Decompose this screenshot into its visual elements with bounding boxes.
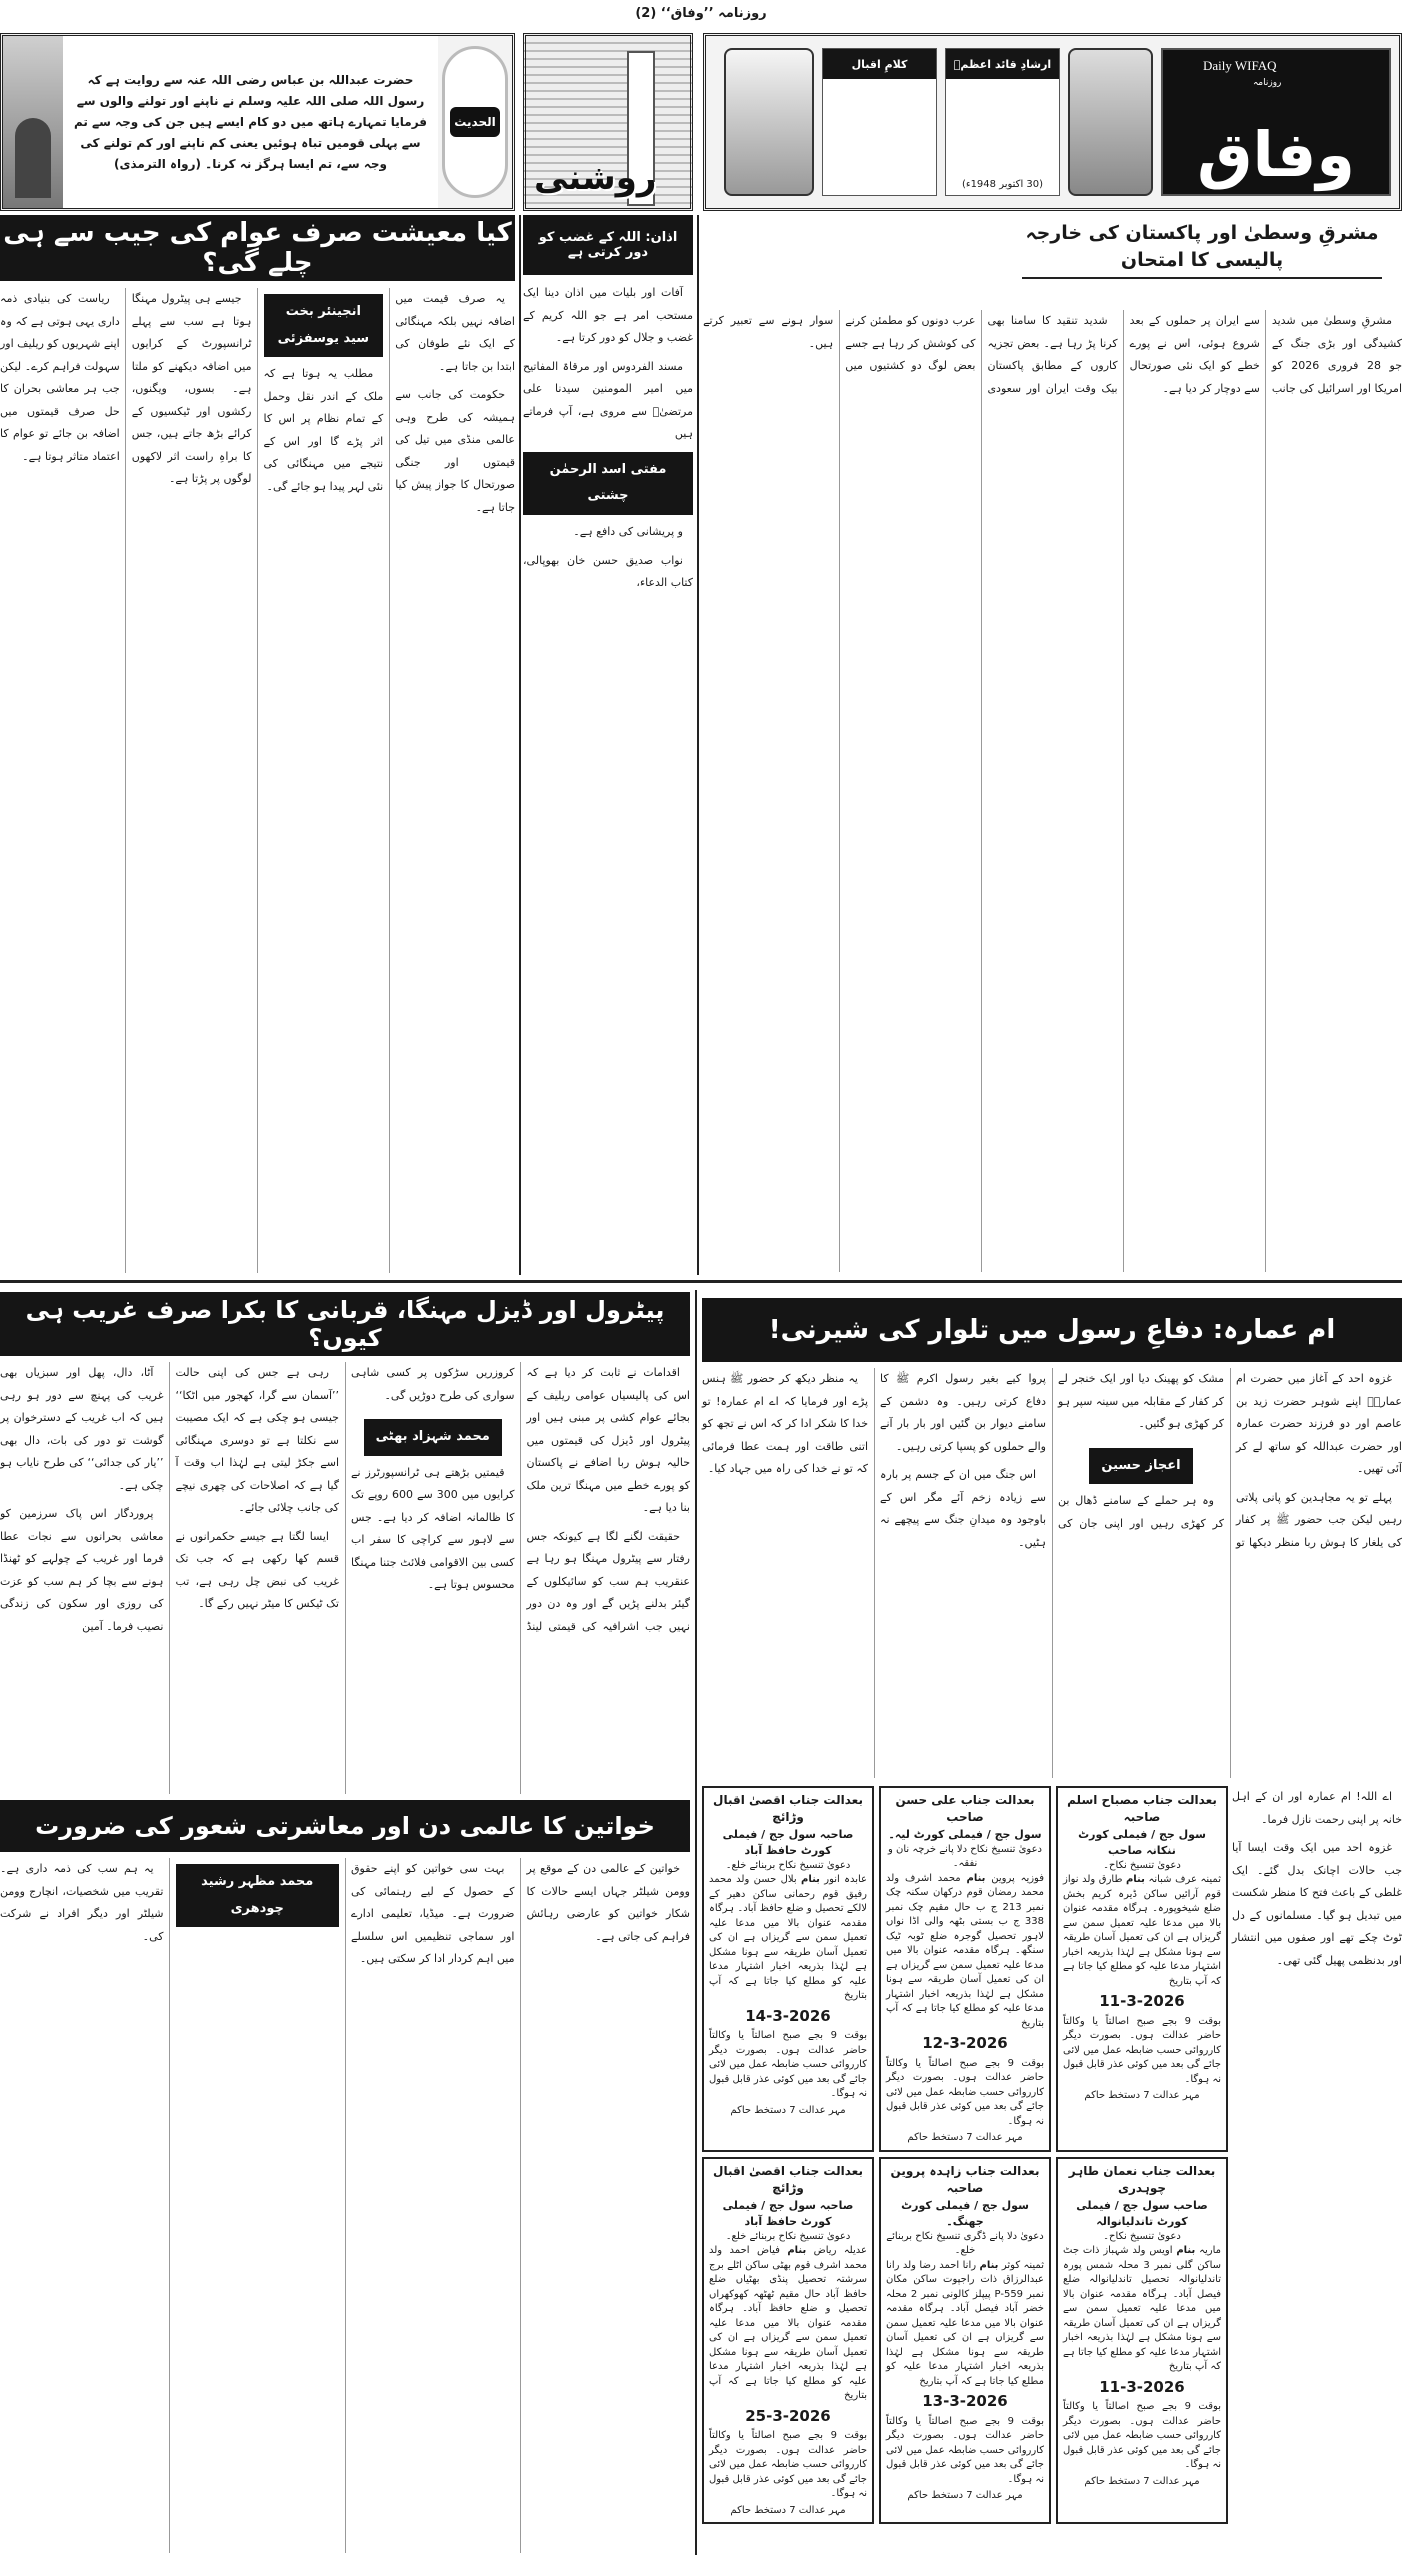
paragraph: حکومت کی جانب سے ہمیشہ کی طرح وہی عالمی منڈی میں تیل کی قیمتوں اور جنگی صورتحال کا جواز پیش کیا جاتا ہے۔ xyxy=(395,388,515,514)
notice-versus: بنام xyxy=(979,2259,999,2271)
paragraph: حقیقت لگنے لگا ہے کیونکہ جس رفتار سے پیٹرول مہنگا ہو رہا ہے عنقریب ہم سب کو سائیکلوں کے گیئر بدلنے پڑیں گے اور وہ دن دور نہیں جب اشرافیہ کی قیمتی لینڈ کروزریں سڑکوں پر کسی شاہی سواری کی طرح دوڑیں گی۔ xyxy=(351,1366,690,1634)
notice-text: بوقت 9 بجے صبح اصالتاً یا وکالتاً حاضر عدالت ہوں۔ بصورت دیگر کارروائی حسب ضابطہ عمل میں لائی جائے گی بعد میں کوئی عذر قابل قبول نہ ہوگا۔ xyxy=(709,2030,867,2100)
paragraph: پروردگار اس پاک سرزمین کو معاشی بحرانوں سے نجات عطا فرما اور غریب کے چولہے کو ٹھنڈا ہونے سے بچا کر ہم سب کو عزت کی روزی اور سکون کی زندگی نصیب فرما۔ آمین xyxy=(0,1507,164,1634)
column-divider xyxy=(695,1290,697,2555)
masthead-right xyxy=(703,33,1402,211)
notice-footer: مہر عدالت 7 دستخط حاکم xyxy=(1084,2090,1200,2102)
paragraph: آٹا، دال، پھل اور سبزیاں بھی غریب کی پہنچ سے دور ہو رہی ہیں کہ اب غریب کے دسترخوان پر گوشت تو دور کی بات، دال بھی ’’یار کی جدائی‘‘ کی طرح نایاب ہو چکی ہے۔ xyxy=(0,1366,164,1492)
paragraph: مسند الفردوس اور مرقاۃ المفاتیح میں امیر المومنین سیدنا علی مرتضیٰؓ سے مروی ہے، آپ فرماتے ہیں xyxy=(523,359,693,441)
notice-plaintiff: ثمینہ کوثر xyxy=(1001,2259,1044,2271)
notice-versus: بنام xyxy=(1176,2245,1196,2257)
notice-text: بوقت 9 بجے صبح اصالتاً یا وکالتاً حاضر عدالت ہوں۔ بصورت دیگر کارروائی حسب ضابطہ عمل میں لائی جائے گی بعد میں کوئی عذر قابل قبول نہ ہوگا۔ xyxy=(1063,2401,1221,2471)
notice-title: بعدالت جناب اقصیٰ اقبال وڑائچ xyxy=(713,1793,863,1825)
article-petrol xyxy=(0,1362,690,1794)
kalam-iqbal xyxy=(822,48,937,196)
column-divider xyxy=(697,215,699,1275)
mosque-dome-icon xyxy=(3,36,63,208)
logo-english: Daily WIFAQ xyxy=(1203,58,1277,73)
notice-title: بعدالت جناب اقصیٰ اقبال وڑائچ xyxy=(713,2163,863,2196)
notice-hearing-date: 25-3-2026 xyxy=(745,2406,831,2425)
newspaper-logo xyxy=(1161,48,1391,196)
court-notices xyxy=(702,1786,1228,2524)
section-divider xyxy=(0,1280,1402,1283)
article-umm-ammara xyxy=(702,1368,1402,1778)
paragraph: یہ صرف قیمت میں اضافہ نہیں بلکہ مہنگائی کے ایک نئے طوفان کی ابتدا بن جاتا ہے۔ xyxy=(395,292,515,373)
notice-footer: مہر عدالت 7 دستخط حاکم xyxy=(907,2132,1023,2144)
notice-court: صاحبہ سول جج / فیملی کورٹ حافظ آباد xyxy=(722,2198,854,2228)
paragraph: غزوہ احد میں ایک وقت ایسا آیا جب حالات اچانک بدل گئے۔ ایک غلطی کے باعث فتح کا منظر شکست میں تبدیل ہو گیا۔ مسلمانوں کے دل ٹوٹ چکے تھے اور صفوں میں انتشار اور بدنظمی پھیل گئی تھی۔ xyxy=(1232,1841,1402,1967)
notice-hearing-date: 14-3-2026 xyxy=(745,2006,831,2025)
notice-text: ہرگاہ مقدمہ عنوان بالا میں مدعا علیہ تعمیل سمن سے گریزاں ہے ان کی تعمیل آسان طریقہ سے ہونا مشکل ہے لہٰذا بذریعہ اخبار اشتہار مدعا علیہ کو مطلع کیا جاتا ہے کہ آپ بتاریخ xyxy=(709,2303,867,2402)
notice-footer: مہر عدالت 7 دستخط حاکم xyxy=(730,2504,846,2516)
logo-small: روزنامہ xyxy=(1253,78,1282,88)
court-notice xyxy=(1056,2157,1228,2524)
notice-text: ہرگاہ مقدمہ عنوان بالا میں مدعا علیہ تعمیل سمن سے گریزاں ہے ان کی تعمیل آسان طریقہ سے ہونا مشکل ہے لہٰذا بذریعہ اخبار اشتہار مدعا علیہ کو مطلع کیا جاتا ہے کہ آپ بتاریخ xyxy=(1063,1903,1221,1987)
court-notice xyxy=(702,2157,874,2524)
notice-case-type: دعویٰ تنسیخ نکاح بربنائے خلع۔ xyxy=(725,1859,851,1871)
notice-versus: بنام xyxy=(966,1872,986,1884)
headline-umm-ammara: ام عمارہ: دفاعِ رسول میں تلوار کی شیرنی! xyxy=(702,1298,1402,1362)
hadith-badge xyxy=(442,46,508,198)
paragraph: نواب صدیق حسن خان بھوپالی، کتاب الدعاء، xyxy=(523,553,693,590)
notice-title: بعدالت جناب علی حسن صاحب xyxy=(895,1793,1035,1825)
article-umm-ammara-continued xyxy=(1232,1786,1402,2551)
paragraph: ریاست کی بنیادی ذمہ داری یہی ہوتی ہے کہ وہ اپنے شہریوں کو ریلیف اور سہولت فراہم کرے۔ لیکن جب ہر معاشی بحران کا حل صرف قیمتوں میں اضافہ بن جائے تو عوام کا اعتماد متاثر ہوتا ہے۔ xyxy=(0,292,120,463)
notice-case-type: دعویٰ تنسیخ نکاح۔ xyxy=(1103,1859,1181,1871)
notice-versus: بنام xyxy=(1125,1874,1145,1886)
byline: انجینئر بخت سید یوسفزئی xyxy=(264,294,384,357)
irshad-quaid xyxy=(945,48,1060,196)
article-economy xyxy=(0,288,515,1273)
headline-economy: کیا معیشت صرف عوام کی جیب سے ہی چلے گی؟ xyxy=(0,215,515,281)
notice-text: بوقت 9 بجے صبح اصالتاً یا وکالتاً حاضر عدالت ہوں۔ بصورت دیگر کارروائی حسب ضابطہ عمل میں لائی جائے گی بعد میں کوئی عذر قابل قبول نہ ہوگا۔ xyxy=(709,2430,867,2500)
paragraph: جیسے ہی پیٹرول مہنگا ہوتا ہے سب سے پہلے ٹرانسپورٹ کے کرایوں میں اضافہ دیکھنے کو ملتا ہے۔ بسوں، ویگنوں، رکشوں اور ٹیکسیوں کے کرائے بڑھ جاتے ہیں، جس کا براہِ راست اثر لاکھوں لوگوں پر پڑتا ہے۔ xyxy=(131,292,252,486)
paragraph: رہی ہے جس کی اپنی حالت ’’آسمان سے گرا، کھجور میں اٹکا‘‘ جیسی ہو چکی ہے کہ ایک مصیبت سے نکلتا ہے تو دوسری مہنگائی اسے جکڑ لیتی ہے لہٰذا اب وقت آ گیا ہے کہ اصلاحات کی چھری نیچے کی جانب چلائی جائے۔ xyxy=(175,1366,339,1515)
paragraph: بہت سی خواتین کو اپنے حقوق کے حصول کے لیے رہنمائی کی ضرورت ہے۔ میڈیا، تعلیمی ادارے اور سماجی تنظیمیں اس سلسلے میں اہم کردار ادا کر سکتی ہیں۔ xyxy=(351,1862,515,1966)
court-notice xyxy=(879,1786,1051,2152)
notice-hearing-date: 12-3-2026 xyxy=(922,2034,1008,2053)
notice-text: ہرگاہ مقدمہ عنوان بالا میں مدعا علیہ تعمیل سمن سے گریزاں ہے ان کی تعمیل آسان طریقہ سے ہونا مشکل ہے لہٰذا بذریعہ اخبار اشتہار مدعا علیہ کو مطلع کیا جاتا ہے کہ آپ بتاریخ xyxy=(886,2303,1044,2387)
notice-plaintiff: عابدہ انور xyxy=(824,1874,868,1886)
notice-defendant: طارق ولد نواز قوم آرائیں ساکن ڈیرہ کریم بخش ضلع شیخوپورہ۔ xyxy=(1063,1874,1221,1915)
notice-court: سول جج / فیملی کورٹ جھنگ۔ xyxy=(901,2198,1029,2228)
notice-title: بعدالت جناب مصباح اسلم صاحبہ xyxy=(1067,1793,1217,1825)
article-azan xyxy=(523,282,693,1272)
notice-plaintiff: ماریہ xyxy=(1199,2245,1221,2257)
notice-title: بعدالت جناب نعمان طاہر چوہدری xyxy=(1068,2163,1216,2196)
paragraph: آفات اور بلیات میں اذان دینا ایک مستحب امر ہے جو اللہ کریم کے غضب و جلال کو دور کرتا ہے۔ xyxy=(523,286,693,345)
headline-petrol: پیٹرول اور ڈیزل مہنگا، قربانی کا بکرا صرف غریب ہی کیوں؟ xyxy=(0,1292,690,1356)
notice-title: بعدالت جناب زاہدہ پروین صاحبہ xyxy=(890,2163,1040,2196)
article-foreign-policy xyxy=(703,310,1402,1272)
roshni-box xyxy=(523,33,693,211)
notice-case-type: دعویٰ تنسیخ نکاح بربنائے خلع۔ xyxy=(725,2230,851,2242)
court-notice xyxy=(1056,1786,1228,2152)
notice-text: ہرگاہ مقدمہ عنوان بالا میں مدعا علیہ تعمیل سمن سے گریزاں ہے ان کی تعمیل آسان طریقہ سے ہونا مشکل ہے لہٰذا بذریعہ اخبار اشتہار مدعا علیہ کو مطلع کیا جاتا ہے کہ آپ بتاریخ xyxy=(886,1945,1044,2029)
irshad-date: (30 اکتوبر 1948ء) xyxy=(961,179,1044,190)
paragraph: وہ ہر حملے کے سامنے ڈھال بن کر کھڑی رہیں اور اپنی جان کی پروا کیے بغیر رسول اکرم ﷺ کا دفاع کرتی رہیں۔ وہ دشمن کے سامنے دیوار بن گئیں اور بار بار آنے والے حملوں کو پسپا کرتی رہیں۔ xyxy=(880,1372,1224,1530)
court-notice xyxy=(702,1786,874,2152)
notice-text: ہرگاہ مقدمہ عنوان بالا میں مدعا علیہ تعمیل سمن سے گریزاں ہے ان کی تعمیل آسان طریقہ سے ہونا مشکل ہے لہٰذا بذریعہ اخبار اشتہار مدعا علیہ کو مطلع کیا جاتا ہے کہ آپ بتاریخ xyxy=(1063,2288,1221,2373)
irshad-label: ارشادِ قائد اعظمؒ xyxy=(946,49,1059,79)
article-women-day xyxy=(0,1858,690,2553)
notice-defendant: رانا احمد رضا ولد رانا عبدالرزاق ذات راجپوت ساکن مکان نمبر P-559 پیپلز کالونی نمبر 2 محلہ خضر آباد فیصل آباد۔ xyxy=(886,2259,1044,2315)
paragraph: اس جنگ میں ان کے جسم پر بارہ سے زیادہ زخم آئے مگر اس کے باوجود وہ میدانِ جنگ سے پیچھے نہ ہٹیں۔ xyxy=(880,1468,1046,1549)
paragraph: اقدامات نے ثابت کر دیا ہے کہ اس کی پالیسیاں عوامی ریلیف کے بجائے عوام کشی پر مبنی ہیں اور پیٹرول اور ڈیزل کی قیمتوں میں حالیہ ہوش ربا اضافے نے پاکستان کو پورے خطے میں مہنگا ترین ملک بنا دیا ہے۔ xyxy=(526,1366,690,1515)
paragraph: مطلب یہ ہوتا ہے کہ ملک کے اندر نقل وحمل کے تمام نظام پر اس کا اثر پڑے گا اور اس کے نتیجے میں مہنگائی کی نئی لہر پیدا ہو جائے گی۔ xyxy=(263,367,384,494)
notice-plaintiff: عدیلہ ریاض xyxy=(813,2245,867,2257)
roshni-label: روشنی xyxy=(534,158,657,198)
paragraph: مشرقِ وسطیٰ میں شدید کشیدگی اور بڑی جنگ کے جو 28 فروری 2026 کو امریکا اور اسرائیل کی جانب سے ایران پر حملوں کے بعد شروع ہوئی، اس نے پورے خطے کو ایک نئی صورتحال سے دوچار کر دیا ہے۔ xyxy=(1129,314,1402,395)
notice-text: بوقت 9 بجے صبح اصالتاً یا وکالتاً حاضر عدالت ہوں۔ بصورت دیگر کارروائی حسب ضابطہ عمل میں لائی جائے گی بعد میں کوئی عذر قابل قبول نہ ہوگا۔ xyxy=(1063,2015,1221,2085)
notice-plaintiff: ثمینہ عرف شبانہ xyxy=(1148,1874,1221,1886)
notice-court: صاحب سول جج / فیملی کورٹ تاندلیانوالہ xyxy=(1076,2198,1208,2228)
byline: محمد مظہر رشید چودھری xyxy=(176,1864,340,1927)
notice-versus: بنام xyxy=(787,2245,807,2257)
notice-hearing-date: 11-3-2026 xyxy=(1099,2377,1185,2396)
hadith-text: حضرت عبداللہ بن عباس رضی اللہ عنہ سے روایت ہے کہ رسول اللہ صلی اللہ علیہ وسلم نے ناپنے اور تولنے والوں سے فرمایا تمہارے ہاتھ میں دو کام ایسے ہیں جن کی وجہ سے تم سے پہلی قومیں تباہ ہوئیں یعنی کم ناپنے اور کم تولنے کی وجہ سے، تم ایسا ہرگز نہ کرنا۔ (رواہ الترمذی) xyxy=(63,36,438,208)
iqbal-portrait xyxy=(724,48,814,196)
paragraph: قیمتیں بڑھتے ہی ٹرانسپورٹرز نے کرایوں میں 300 سے 600 روپے تک کا ظالمانہ اضافہ کر دیا ہے۔ جس سے لاہور سے کراچی کا سفر اب کسی بین الاقوامی فلائٹ جتنا مہنگا محسوس ہوتا ہے۔ xyxy=(351,1465,515,1592)
kalam-iqbal-label: کلامِ اقبال xyxy=(823,49,936,79)
page-folio: روزنامہ ’’وفاق‘‘ (2) xyxy=(635,6,767,21)
byline: اعجاز حسین xyxy=(1089,1448,1192,1485)
notice-text: بوقت 9 بجے صبح اصالتاً یا وکالتاً حاضر عدالت ہوں۔ بصورت دیگر کارروائی حسب ضابطہ عمل میں لائی جائے گی بعد میں کوئی عذر قابل قبول نہ ہوگا۔ xyxy=(886,2057,1044,2127)
notice-court: سول جج / فیملی کورٹ ننکانہ صاحب xyxy=(1078,1827,1206,1857)
headline-foreign-policy: مشرقِ وسطیٰ اور پاکستان کی خارجہ پالیسی کا امتحان xyxy=(1022,220,1382,279)
notice-defendant: اویس ولد شہباز ذات جٹ ساکن گلی نمبر 3 محلہ شمس پورہ تاندلیانوالہ تحصیل تاندلیانوالہ ضلع فیصل آباد۔ xyxy=(1063,2245,1221,2300)
notice-defendant: فیاض احمد ولد محمد اشرف قوم بھٹی ساکن اٹلے برج سرشتہ تحصیل پنڈی بھٹیاں ضلع حافظ آباد حال مقیم ٹھٹھہ کھوکھراں تحصیل و ضلع حافظ آباد۔ xyxy=(709,2245,867,2315)
notice-plaintiff: فوزیہ پروین xyxy=(991,1872,1044,1884)
hadith-label: الحدیث xyxy=(450,107,499,137)
notice-case-type: دعویٰ تنسیخ نکاح۔ xyxy=(1103,2230,1181,2242)
notice-case-type: دعویٰ تنسیخ نکاح دلا پانے خرچہ نان و نفقہ۔ xyxy=(887,1843,1043,1870)
paragraph: یہ منظر دیکھ کر حضور ﷺ ہنس پڑے اور فرمایا کہ اے ام عمارہ! تو خدا کا شکر ادا کر کہ اس نے تجھ کو اتنی طاقت اور ہمت عطا فرمائی کہ تو نے خدا کی راہ میں جہاد کیا۔ xyxy=(702,1372,868,1476)
notice-text: بوقت 9 بجے صبح اصالتاً یا وکالتاً حاضر عدالت ہوں۔ بصورت دیگر کارروائی حسب ضابطہ عمل میں لائی جائے گی بعد میں کوئی عذر قابل قبول نہ ہوگا۔ xyxy=(886,2415,1044,2485)
byline: مفتی اسد الرحمٰن چشتی xyxy=(523,452,693,515)
notice-case-type: دعویٰ دلا پانے ڈگری تنسیخ نکاح بربنائے خلع۔ xyxy=(886,2230,1044,2257)
quaid-portrait xyxy=(1068,48,1153,196)
notice-hearing-date: 13-3-2026 xyxy=(922,2392,1008,2411)
column-divider xyxy=(519,215,521,1275)
headline-azan: اذان: اللہ کے غضب کو دور کرتی ہے xyxy=(523,215,693,275)
notice-versus: بنام xyxy=(800,1874,820,1886)
notice-footer: مہر عدالت 7 دستخط حاکم xyxy=(907,2490,1023,2502)
notice-text: ہرگاہ مقدمہ عنوان بالا میں مدعا علیہ تعمیل سمن سے گریزاں ہے ان کی تعمیل آسان طریقہ سے ہونا مشکل ہے لہٰذا بذریعہ اخبار اشتہار مدعا علیہ کو مطلع کیا جاتا ہے کہ آپ بتاریخ xyxy=(709,1903,867,2002)
hadith-box xyxy=(0,33,515,211)
notice-court: سول جج / فیملی کورٹ لیہ۔ xyxy=(888,1827,1042,1841)
paragraph: شدید تنقید کا سامنا بھی کرنا پڑ رہا ہے۔ بعض تجزیہ کاروں کے مطابق پاکستان بیک وقت ایران اور سعودی عرب دونوں کو مطمئن کرنے کی کوشش کر رہا ہے جسے بعض لوگ دو کشتیوں میں سوار ہونے سے تعبیر کرتے ہیں۔ xyxy=(703,314,1118,395)
notice-hearing-date: 11-3-2026 xyxy=(1099,1992,1185,2011)
notice-footer: مہر عدالت 7 دستخط حاکم xyxy=(1084,2475,1200,2487)
paragraph: و پریشانی کی دافع ہے۔ xyxy=(573,525,683,539)
paragraph: پہلے تو یہ مجاہدین کو پانی پلاتی رہیں لیکن جب حضور ﷺ پر کفار کی یلغار کا ہوش ربا منظر دیکھا تو مشک کو پھینک دیا اور ایک خنجر لے کر کفار کے مقابلہ میں سینہ سپر ہو کر کھڑی ہو گئیں۔ xyxy=(1058,1372,1402,1549)
notice-defendant: بلال حسن ولد محمد رفیق قوم رحمانی ساکن دھیر کے لالکے تحصیل و ضلع حافظ آباد۔ xyxy=(709,1874,867,1915)
byline: محمد شہزاد بھٹی xyxy=(364,1419,502,1456)
paragraph: خواتین کے عالمی دن کے موقع پر وومن شیلٹر جہاں ایسے حالات کا شکار خواتین کو عارضی رہائش فراہم کی جاتی ہے۔ xyxy=(526,1862,690,1943)
court-notice xyxy=(879,2157,1051,2524)
paragraph: اے اللہ! ام عمارہ اور ان کے اہل خانہ پر اپنی رحمت نازل فرما۔ xyxy=(1232,1790,1402,1826)
notice-footer: مہر عدالت 7 دستخط حاکم xyxy=(730,2104,846,2116)
headline-women-day: خواتین کا عالمی دن اور معاشرتی شعور کی ضرورت xyxy=(0,1800,690,1852)
paragraph: یہ ہم سب کی ذمہ داری ہے۔ تقریب میں شخصیات، انچارج وومن شیلٹر اور دیگر افراد نے شرکت کی۔ xyxy=(0,1862,164,1943)
notice-court: صاحبہ سول جج / فیملی کورٹ حافظ آباد xyxy=(722,1827,854,1857)
paragraph: ایسا لگتا ہے جیسے حکمرانوں نے قسم کھا رکھی ہے کہ جب تک غریب کی نبض چل رہی ہے، تب تک ٹیکس کا میٹر نہیں رکے گا۔ xyxy=(175,1529,339,1611)
paragraph: غزوہ احد کے آغاز میں حضرت ام عمارہؓ اپنے شوہر حضرت زید بن عاصم اور دو فرزند حضرت عمارہ اور حضرت عبداللہ کو ساتھ لے کر آئی تھیں۔ xyxy=(1236,1372,1402,1476)
notice-defendant: محمد اشرف ولد محمد رمضان قوم درکھان سکنہ چک نمبر 213 ج ب حال مقیم چک نمبر 338 ج ب بستی بٹھہ والی اڈا نواں لاہور تحصیل گوجرہ ضلع ٹوبہ ٹیک سنگھ۔ xyxy=(886,1872,1044,1957)
logo-urdu: وفاق xyxy=(1197,117,1355,191)
